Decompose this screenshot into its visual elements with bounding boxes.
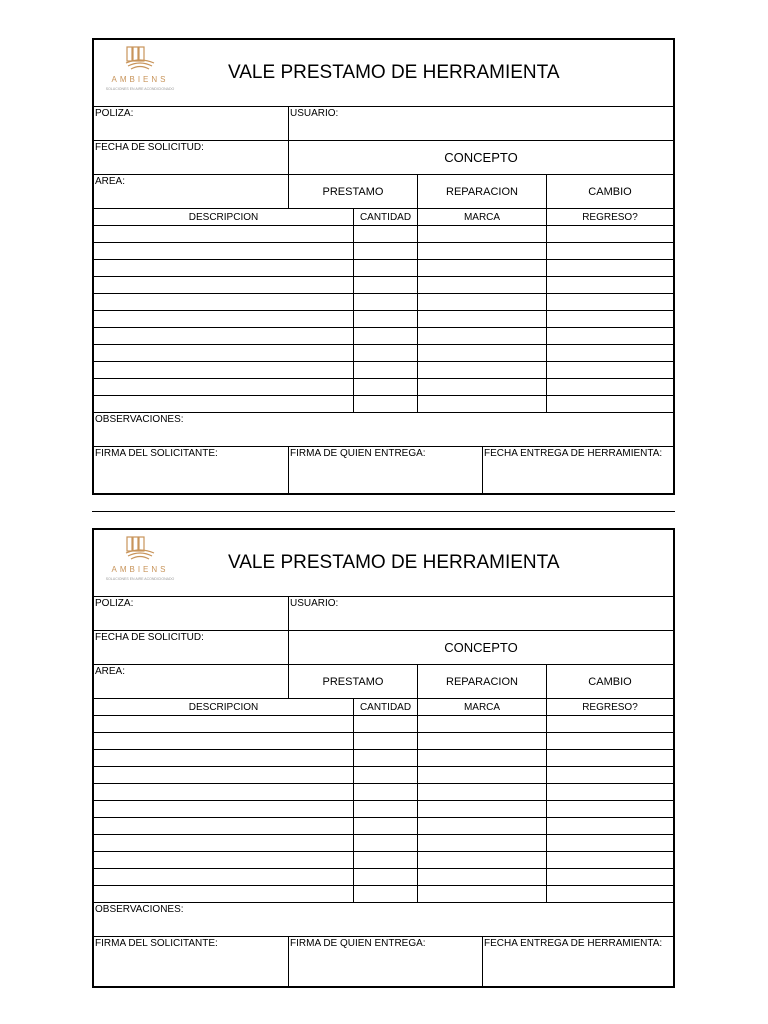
col-marca: MARCA: [417, 699, 546, 715]
cantidad-cell[interactable]: [353, 260, 417, 276]
table-row: [94, 851, 673, 868]
fecha-solicitud-field[interactable]: FECHA DE SOLICITUD:: [95, 142, 204, 153]
regreso-cell[interactable]: [546, 733, 673, 749]
cantidad-cell[interactable]: [353, 852, 417, 868]
option-prestamo[interactable]: PRESTAMO: [288, 665, 417, 698]
regreso-cell[interactable]: [546, 260, 673, 276]
marca-cell[interactable]: [417, 835, 546, 851]
firma-entrega-field[interactable]: FIRMA DE QUIEN ENTREGA:: [288, 447, 482, 493]
descripcion-cell[interactable]: [94, 716, 353, 732]
brand-name: AMBIENS: [111, 565, 169, 574]
marca-cell[interactable]: [417, 750, 546, 766]
descripcion-cell[interactable]: [94, 396, 353, 412]
option-prestamo[interactable]: PRESTAMO: [288, 175, 417, 208]
marca-cell[interactable]: [417, 818, 546, 834]
cantidad-cell[interactable]: [353, 345, 417, 361]
regreso-cell[interactable]: [546, 835, 673, 851]
regreso-cell[interactable]: [546, 345, 673, 361]
area-field[interactable]: AREA:: [95, 176, 126, 187]
descripcion-cell[interactable]: [94, 818, 353, 834]
table-row: [94, 783, 673, 800]
descripcion-cell[interactable]: [94, 294, 353, 310]
col-cantidad: CANTIDAD: [353, 209, 417, 225]
cantidad-cell[interactable]: [353, 379, 417, 395]
marca-cell[interactable]: [417, 243, 546, 259]
firma-entrega-field[interactable]: FIRMA DE QUIEN ENTREGA:: [288, 937, 482, 986]
descripcion-cell[interactable]: [94, 226, 353, 242]
descripcion-cell[interactable]: [94, 260, 353, 276]
marca-cell[interactable]: [417, 311, 546, 327]
regreso-cell[interactable]: [546, 277, 673, 293]
fecha-entrega-field[interactable]: FECHA ENTREGA DE HERRAMIENTA:: [482, 937, 673, 986]
table-row: [94, 885, 673, 902]
regreso-cell[interactable]: [546, 801, 673, 817]
cantidad-cell[interactable]: [353, 243, 417, 259]
option-cambio[interactable]: CAMBIO: [546, 665, 673, 698]
marca-cell[interactable]: [417, 852, 546, 868]
col-cantidad: CANTIDAD: [353, 699, 417, 715]
firma-solicitante-field[interactable]: FIRMA DEL SOLICITANTE:: [95, 938, 218, 949]
regreso-cell[interactable]: [546, 396, 673, 412]
descripcion-cell[interactable]: [94, 328, 353, 344]
descripcion-cell[interactable]: [94, 733, 353, 749]
regreso-cell[interactable]: [546, 852, 673, 868]
table-row: [94, 225, 673, 242]
marca-cell[interactable]: [417, 396, 546, 412]
table-row: [94, 749, 673, 766]
cantidad-cell[interactable]: [353, 733, 417, 749]
marca-cell[interactable]: [417, 733, 546, 749]
descripcion-cell[interactable]: [94, 835, 353, 851]
firma-solicitante-field[interactable]: FIRMA DEL SOLICITANTE:: [95, 448, 218, 459]
descripcion-cell[interactable]: [94, 345, 353, 361]
regreso-cell[interactable]: [546, 294, 673, 310]
cantidad-cell[interactable]: [353, 767, 417, 783]
descripcion-cell[interactable]: [94, 784, 353, 800]
cantidad-cell[interactable]: [353, 750, 417, 766]
cantidad-cell[interactable]: [353, 311, 417, 327]
marca-cell[interactable]: [417, 379, 546, 395]
table-row: [94, 395, 673, 412]
table-row: [94, 310, 673, 327]
regreso-cell[interactable]: [546, 311, 673, 327]
cantidad-cell[interactable]: [353, 818, 417, 834]
descripcion-cell[interactable]: [94, 886, 353, 902]
table-row: [94, 800, 673, 817]
cantidad-cell[interactable]: [353, 226, 417, 242]
descripcion-cell[interactable]: [94, 750, 353, 766]
concepto-header: CONCEPTO: [288, 141, 673, 174]
descripcion-cell[interactable]: [94, 852, 353, 868]
fecha-entrega-field[interactable]: FECHA ENTREGA DE HERRAMIENTA:: [482, 447, 673, 493]
fecha-solicitud-field[interactable]: FECHA DE SOLICITUD:: [95, 632, 204, 643]
regreso-cell[interactable]: [546, 716, 673, 732]
marca-cell[interactable]: [417, 767, 546, 783]
cantidad-cell[interactable]: [353, 328, 417, 344]
table-row: [94, 378, 673, 395]
marca-cell[interactable]: [417, 801, 546, 817]
marca-cell[interactable]: [417, 260, 546, 276]
marca-cell[interactable]: [417, 328, 546, 344]
table-row: [94, 817, 673, 834]
regreso-cell[interactable]: [546, 243, 673, 259]
marca-cell[interactable]: [417, 362, 546, 378]
brand-tagline: SOLUCIONES EN AIRE ACONDICIONADO: [105, 577, 175, 581]
form-title: VALE PRESTAMO DE HERRAMIENTA: [228, 62, 560, 83]
observaciones-field[interactable]: OBSERVACIONES:: [95, 414, 184, 425]
table-row: [94, 327, 673, 344]
table-row: [94, 715, 673, 732]
regreso-cell[interactable]: [546, 869, 673, 885]
table-row: [94, 259, 673, 276]
descripcion-cell[interactable]: [94, 362, 353, 378]
poliza-field[interactable]: POLIZA:: [95, 598, 134, 609]
cantidad-cell[interactable]: [353, 362, 417, 378]
regreso-cell[interactable]: [546, 328, 673, 344]
col-regreso: REGRESO?: [546, 699, 673, 715]
table-row: [94, 293, 673, 310]
table-row: [94, 361, 673, 378]
area-field[interactable]: AREA:: [95, 666, 126, 677]
cantidad-cell[interactable]: [353, 277, 417, 293]
cantidad-cell[interactable]: [353, 801, 417, 817]
concepto-header: CONCEPTO: [288, 631, 673, 664]
option-reparacion[interactable]: REPARACION: [417, 175, 546, 208]
brand-name: AMBIENS: [111, 75, 169, 84]
regreso-cell[interactable]: [546, 886, 673, 902]
marca-cell[interactable]: [417, 345, 546, 361]
regreso-cell[interactable]: [546, 379, 673, 395]
col-regreso: REGRESO?: [546, 209, 673, 225]
observaciones-field[interactable]: OBSERVACIONES:: [95, 904, 184, 915]
regreso-cell[interactable]: [546, 750, 673, 766]
regreso-cell[interactable]: [546, 767, 673, 783]
option-cambio[interactable]: CAMBIO: [546, 175, 673, 208]
descripcion-cell[interactable]: [94, 767, 353, 783]
poliza-field[interactable]: POLIZA:: [95, 108, 134, 119]
separator-line: [92, 511, 675, 512]
marca-cell[interactable]: [417, 886, 546, 902]
brand-tagline: SOLUCIONES EN AIRE ACONDICIONADO: [105, 87, 175, 91]
table-row: [94, 868, 673, 885]
descripcion-cell[interactable]: [94, 311, 353, 327]
col-descripcion: DESCRIPCION: [188, 211, 259, 223]
ambiens-logo: [102, 45, 178, 101]
cantidad-cell[interactable]: [353, 396, 417, 412]
loan-voucher-form: [92, 528, 675, 988]
usuario-field[interactable]: USUARIO:: [288, 107, 673, 140]
marca-cell[interactable]: [417, 784, 546, 800]
option-reparacion[interactable]: REPARACION: [417, 665, 546, 698]
table-row: [94, 344, 673, 361]
table-row: [94, 834, 673, 851]
regreso-cell[interactable]: [546, 362, 673, 378]
descripcion-cell[interactable]: [94, 869, 353, 885]
regreso-cell[interactable]: [546, 784, 673, 800]
descripcion-cell[interactable]: [94, 801, 353, 817]
marca-cell[interactable]: [417, 277, 546, 293]
descripcion-cell[interactable]: [94, 379, 353, 395]
cantidad-cell[interactable]: [353, 716, 417, 732]
cantidad-cell[interactable]: [353, 835, 417, 851]
marca-cell[interactable]: [417, 294, 546, 310]
marca-cell[interactable]: [417, 226, 546, 242]
descripcion-cell[interactable]: [94, 277, 353, 293]
cantidad-cell[interactable]: [353, 886, 417, 902]
form-title: VALE PRESTAMO DE HERRAMIENTA: [228, 552, 560, 573]
ambiens-logo: [102, 535, 178, 591]
usuario-field[interactable]: USUARIO:: [288, 597, 673, 630]
regreso-cell[interactable]: [546, 818, 673, 834]
col-marca: MARCA: [417, 209, 546, 225]
descripcion-cell[interactable]: [94, 243, 353, 259]
cantidad-cell[interactable]: [353, 869, 417, 885]
marca-cell[interactable]: [417, 716, 546, 732]
table-row: [94, 276, 673, 293]
table-row: [94, 242, 673, 259]
marca-cell[interactable]: [417, 869, 546, 885]
loan-voucher-form: [92, 38, 675, 495]
table-row: [94, 732, 673, 749]
table-row: [94, 766, 673, 783]
cantidad-cell[interactable]: [353, 294, 417, 310]
cantidad-cell[interactable]: [353, 784, 417, 800]
regreso-cell[interactable]: [546, 226, 673, 242]
col-descripcion: DESCRIPCION: [188, 701, 259, 713]
